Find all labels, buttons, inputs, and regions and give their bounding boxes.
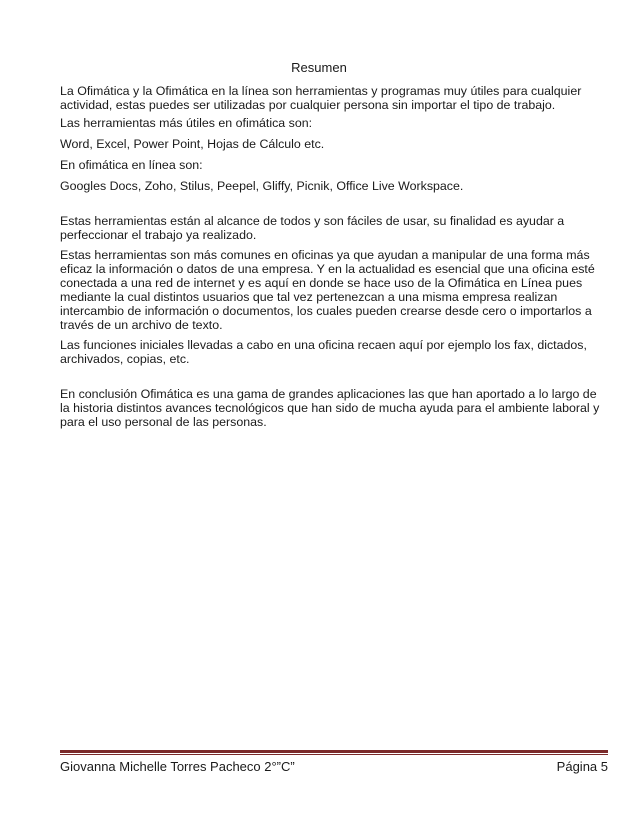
- paragraph-functions: Las funciones iniciales llevadas a cabo en una oficina recaen aquí por ejemplo los fax, dictados, archivados, copias, etc.: [60, 338, 587, 366]
- paragraph-conclusion: En conclusión Ofimática es una gama de grandes aplicaciones las que han aportado a lo largo de la historia distintos avances tecnológicos que han sido de mucha ayuda para el ambiente laboral y para el uso personal de las personas.: [60, 387, 600, 429]
- footer-author: Giovanna Michelle Torres Pacheco 2°”C”: [60, 759, 295, 774]
- paragraph-tools-list: Word, Excel, Power Point, Hojas de Cálculo etc.: [60, 137, 325, 151]
- footer-rule-thick: [60, 750, 608, 753]
- footer-rule-thin: [60, 754, 608, 755]
- paragraph-availability: Estas herramientas están al alcance de todos y son fáciles de usar, su finalidad es ayudar a perfeccionar el trabajo ya realizado.: [60, 214, 565, 242]
- document-body: [60, 84, 608, 429]
- paragraph-online-list: Googles Docs, Zoho, Stilus, Peepel, Gliffy, Picnik, Office Live Workspace.: [60, 179, 464, 193]
- paragraph-offices: Estas herramientas son más comunes en oficinas ya que ayudan a manipular de una forma más eficaz la información o datos de una empresa. Y en la actualidad es esencial que una oficina esté conectada a una red de internet y es aquí en donde se hace uso de la Ofimática en Línea pues mediante la cual distintos usuarios que tal vez pertenezcan a una misma empresa realizan intercambio de información o documentos, los cuales pueden crearse desde cero o importarlos a través de un archivo de texto.: [60, 248, 595, 332]
- page-title: Resumen: [291, 60, 347, 75]
- paragraph-online-heading: En ofimática en línea son:: [60, 158, 203, 172]
- paragraph-intro: La Ofimática y la Ofimática en la línea son herramientas y programas muy útiles para cualquier actividad, estas puedes ser utilizadas por cualquier persona sin importar el tipo de trabajo.: [60, 84, 582, 112]
- paragraph-tools-heading: Las herramientas más útiles en ofimática son:: [60, 116, 313, 130]
- footer-page-number: Página 5: [556, 759, 608, 774]
